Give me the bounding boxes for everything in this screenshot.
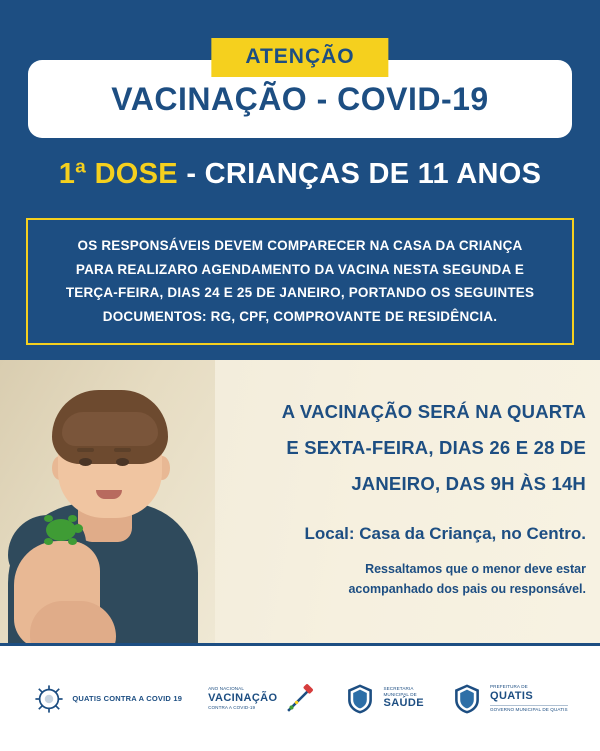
logo-big: VACINAÇÃO <box>208 691 278 704</box>
logo-text <box>208 686 277 711</box>
eye-left <box>79 458 92 466</box>
top-section <box>0 0 600 360</box>
logo-line-2: CONTRA A <box>103 693 144 703</box>
info-box <box>26 218 574 345</box>
dose-line <box>0 158 600 191</box>
logo-prefeitura-quatis <box>450 682 568 716</box>
logo-big: QUATIS <box>489 690 534 703</box>
schedule-line: E SEXTA-FEIRA, DIAS 26 E 28 DE <box>286 437 586 459</box>
schedule-line: A VACINAÇÃO SERÁ NA QUARTA <box>281 401 586 422</box>
logo-big: SAÚDE <box>383 697 424 710</box>
logo-secretaria-municipal-saude <box>343 682 424 716</box>
turtle-head <box>73 524 83 533</box>
page-title: VACINAÇÃO - COVID-19 <box>111 80 489 117</box>
virus-icon <box>32 682 66 716</box>
logo-top: ANO NACIONAL <box>208 685 244 691</box>
logo-ano-nacional-vacinacao <box>208 682 317 716</box>
logo-line-1: PREFEITURA DE <box>489 684 528 690</box>
eye-right <box>116 458 129 466</box>
logo-quatis-contra-covid <box>32 682 182 716</box>
syringe-icon <box>283 682 317 716</box>
note-line: Ressaltamos que o menor deve estar <box>365 562 586 577</box>
logo-line-3: COVID 19 <box>146 693 183 703</box>
note-line: acompanhado dos pais ou responsável. <box>348 581 586 596</box>
schedule-text <box>200 394 586 599</box>
turtle-leg <box>44 515 53 522</box>
info-line: OS RESPONSÁVEIS DEVEM COMPARECER NA CASA DA CRIANÇA <box>77 238 523 253</box>
info-line: DOCUMENTOS: RG, CPF, COMPROVANTE DE RESIDÊNCIA. <box>102 308 498 324</box>
eyebrow-right <box>114 448 131 452</box>
coat-of-arms-icon <box>343 682 377 716</box>
turtle-leg <box>44 538 53 545</box>
eyebrow-left <box>77 448 94 452</box>
logo-text <box>72 694 182 703</box>
logo-line-2: MUNICIPAL DE <box>383 691 417 697</box>
logo-tiny: GOVERNO MUNICIPAL DE QUATIS <box>489 706 568 712</box>
city-crest-icon <box>450 682 484 716</box>
schedule-section <box>0 360 600 643</box>
logo-text <box>383 686 424 711</box>
logo-text <box>490 684 568 712</box>
schedule-line: JANEIRO, DAS 9H ÀS 14H <box>351 473 586 495</box>
turtle-bandage-icon <box>40 513 82 547</box>
logo-bottom: CONTRA A COVID-19 <box>208 705 256 711</box>
dose-rest: - CRIANÇAS DE 11 ANOS <box>177 158 542 190</box>
turtle-leg <box>68 538 77 545</box>
info-line: PARA REALIZARO AGENDAMENTO DA VACINA NESTA SEGUNDA E <box>75 261 525 277</box>
turtle-leg <box>68 515 77 522</box>
logo-line-1: QUATIS <box>72 693 102 703</box>
location-line: Local: Casa da Criança, no Centro. <box>304 524 586 544</box>
footer-logos <box>0 643 600 751</box>
logo-line-1: SECRETARIA <box>383 685 414 691</box>
info-line: TERÇA-FEIRA, DIAS 24 E 25 DE JANEIRO, PORTANDO OS SEGUINTES <box>65 285 535 301</box>
divider <box>490 705 568 706</box>
hair-fringe <box>62 412 158 446</box>
attention-badge: ATENÇÃO <box>211 38 388 77</box>
dose-prefix: 1ª DOSE <box>58 158 178 190</box>
boy-photo <box>0 360 215 643</box>
